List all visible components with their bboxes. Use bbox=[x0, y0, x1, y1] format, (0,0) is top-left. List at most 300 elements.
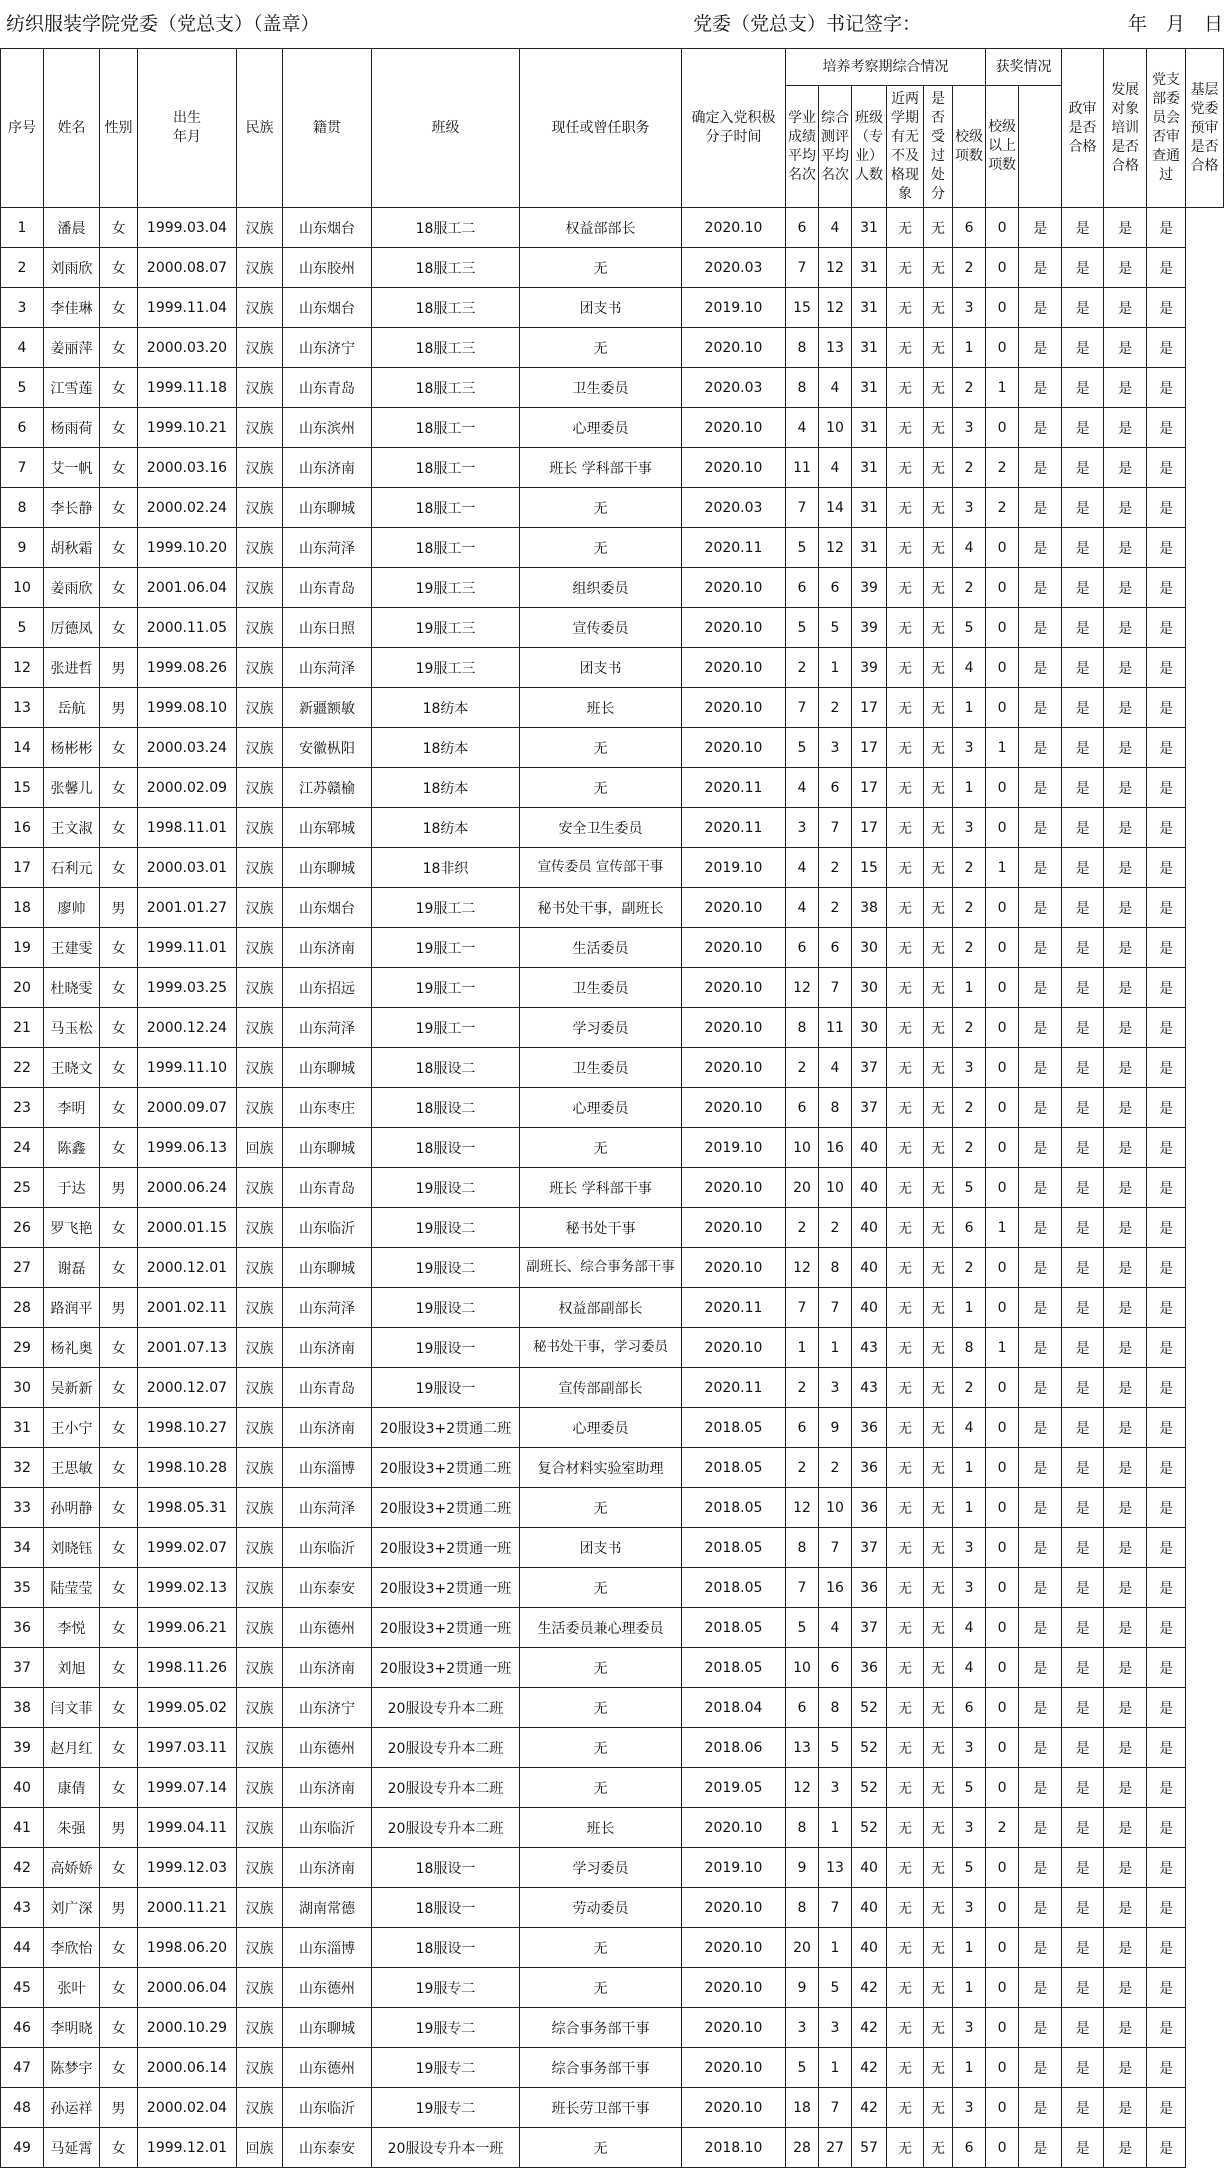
cell-school: 3 bbox=[953, 2088, 986, 2128]
cell-p1: 是 bbox=[1019, 1928, 1062, 1968]
cell-ethnicity: 汉族 bbox=[237, 1768, 283, 1808]
cell-p2: 是 bbox=[1062, 1568, 1104, 1608]
cell-eval: 6 bbox=[819, 928, 852, 968]
cell-punish: 无 bbox=[924, 1528, 953, 1568]
cell-school: 2 bbox=[953, 1008, 986, 1048]
cell-p3: 是 bbox=[1104, 368, 1147, 408]
cell-origin: 江苏赣榆 bbox=[283, 768, 372, 808]
cell-position: 无 bbox=[520, 1928, 682, 1968]
cell-birth: 2000.12.24 bbox=[138, 1008, 237, 1048]
cell-class: 18非织 bbox=[372, 848, 520, 888]
cell-ethnicity: 汉族 bbox=[237, 448, 283, 488]
cell-seq: 43 bbox=[1, 1888, 44, 1928]
cell-punish: 无 bbox=[924, 1328, 953, 1368]
cell-class: 19服设二 bbox=[372, 1288, 520, 1328]
cell-school: 5 bbox=[953, 608, 986, 648]
cell-name: 张进哲 bbox=[44, 648, 100, 688]
cell-eval: 3 bbox=[819, 1768, 852, 1808]
cell-above: 2 bbox=[986, 488, 1019, 528]
cell-eval: 2 bbox=[819, 1208, 852, 1248]
cell-origin: 山东聊城 bbox=[283, 1128, 372, 1168]
cell-p2: 是 bbox=[1062, 608, 1104, 648]
cell-date: 2020.10 bbox=[682, 1928, 786, 1968]
cell-p3: 是 bbox=[1104, 1568, 1147, 1608]
cell-p4: 是 bbox=[1147, 408, 1186, 448]
cell-p4: 是 bbox=[1147, 1408, 1186, 1448]
cell-eval: 4 bbox=[819, 208, 852, 248]
cell-fail: 无 bbox=[887, 1968, 924, 2008]
cell-eval: 2 bbox=[819, 848, 852, 888]
cell-gender: 女 bbox=[100, 1368, 138, 1408]
cell-fail: 无 bbox=[887, 1248, 924, 1288]
cell-p1: 是 bbox=[1019, 1168, 1062, 1208]
cell-position: 组织委员 bbox=[520, 568, 682, 608]
cell-ethnicity: 汉族 bbox=[237, 1488, 283, 1528]
cell-punish: 无 bbox=[924, 768, 953, 808]
cell-school: 1 bbox=[953, 768, 986, 808]
cell-origin: 山东滨州 bbox=[283, 408, 372, 448]
cell-gpa: 8 bbox=[786, 1528, 819, 1568]
table-body bbox=[1, 208, 1224, 2168]
cell-fail: 无 bbox=[887, 2008, 924, 2048]
cell-p2: 是 bbox=[1062, 1088, 1104, 1128]
cell-gender: 女 bbox=[100, 1448, 138, 1488]
cell-fail: 无 bbox=[887, 528, 924, 568]
cell-p3: 是 bbox=[1104, 1408, 1147, 1448]
cell-gpa: 4 bbox=[786, 848, 819, 888]
cell-seq: 4 bbox=[1, 328, 44, 368]
cell-p4: 是 bbox=[1147, 1088, 1186, 1128]
cell-punish: 无 bbox=[924, 1648, 953, 1688]
cell-eval: 2 bbox=[819, 1448, 852, 1488]
cell-fail: 无 bbox=[887, 1368, 924, 1408]
cell-school: 8 bbox=[953, 1328, 986, 1368]
cell-position: 权益部副部长 bbox=[520, 1288, 682, 1328]
cell-gender: 女 bbox=[100, 1848, 138, 1888]
cell-class: 19服工二 bbox=[372, 888, 520, 928]
cell-gpa: 5 bbox=[786, 728, 819, 768]
cell-ethnicity: 汉族 bbox=[237, 2088, 283, 2128]
cell-gpa: 6 bbox=[786, 1088, 819, 1128]
cell-p2: 是 bbox=[1062, 248, 1104, 288]
cell-birth: 1999.07.14 bbox=[138, 1768, 237, 1808]
cell-gender: 男 bbox=[100, 1888, 138, 1928]
cell-school: 3 bbox=[953, 1048, 986, 1088]
cell-gender: 女 bbox=[100, 728, 138, 768]
cell-p3: 是 bbox=[1104, 488, 1147, 528]
cell-school: 3 bbox=[953, 728, 986, 768]
cell-p2: 是 bbox=[1062, 2128, 1104, 2168]
cell-gpa: 7 bbox=[786, 488, 819, 528]
cell-fail: 无 bbox=[887, 1488, 924, 1528]
cell-size: 31 bbox=[852, 488, 887, 528]
cell-gender: 女 bbox=[100, 928, 138, 968]
cell-birth: 1999.11.10 bbox=[138, 1048, 237, 1088]
cell-position: 无 bbox=[520, 248, 682, 288]
cell-eval: 1 bbox=[819, 1328, 852, 1368]
cell-name: 马玉松 bbox=[44, 1008, 100, 1048]
cell-punish: 无 bbox=[924, 928, 953, 968]
cell-class: 18服工三 bbox=[372, 288, 520, 328]
cell-above: 0 bbox=[986, 648, 1019, 688]
cell-origin: 山东菏泽 bbox=[283, 1488, 372, 1528]
table-header bbox=[1, 49, 1224, 208]
cell-name: 王思敏 bbox=[44, 1448, 100, 1488]
cell-position: 卫生委员 bbox=[520, 1048, 682, 1088]
cell-gender: 女 bbox=[100, 1088, 138, 1128]
cell-origin: 山东烟台 bbox=[283, 288, 372, 328]
cell-ethnicity: 回族 bbox=[237, 2128, 283, 2168]
cell-position: 无 bbox=[520, 1128, 682, 1168]
cell-seq: 9 bbox=[1, 528, 44, 568]
cell-above: 0 bbox=[986, 608, 1019, 648]
cell-punish: 无 bbox=[924, 1568, 953, 1608]
cell-date: 2019.10 bbox=[682, 848, 786, 888]
cell-birth: 1998.06.20 bbox=[138, 1928, 237, 1968]
cell-ethnicity: 汉族 bbox=[237, 1448, 283, 1488]
table-row bbox=[1, 288, 1224, 328]
cell-gpa: 8 bbox=[786, 1888, 819, 1928]
cell-origin: 山东济南 bbox=[283, 1768, 372, 1808]
col-eval-rank: 综合 测评 平均 名次 bbox=[819, 86, 852, 208]
cell-eval: 4 bbox=[819, 1048, 852, 1088]
cell-origin: 山东济南 bbox=[283, 448, 372, 488]
cell-punish: 无 bbox=[924, 2048, 953, 2088]
cell-size: 43 bbox=[852, 1328, 887, 1368]
col-class-size: 班级 （专 业） 人数 bbox=[852, 86, 887, 208]
table-row bbox=[1, 1728, 1224, 1768]
cell-gender: 女 bbox=[100, 768, 138, 808]
cell-size: 38 bbox=[852, 888, 887, 928]
cell-name: 马延霄 bbox=[44, 2128, 100, 2168]
table-row bbox=[1, 1688, 1224, 1728]
cell-p4: 是 bbox=[1147, 848, 1186, 888]
cell-school: 1 bbox=[953, 328, 986, 368]
cell-punish: 无 bbox=[924, 688, 953, 728]
cell-class: 20服设专升本二班 bbox=[372, 1808, 520, 1848]
cell-p4: 是 bbox=[1147, 1048, 1186, 1088]
table-row bbox=[1, 2128, 1224, 2168]
cell-birth: 1998.10.28 bbox=[138, 1448, 237, 1488]
cell-size: 39 bbox=[852, 568, 887, 608]
col-punish: 是 否 受 过 处 分 bbox=[924, 86, 953, 208]
cell-seq: 21 bbox=[1, 1008, 44, 1048]
cell-p3: 是 bbox=[1104, 2088, 1147, 2128]
document-header bbox=[0, 0, 1224, 48]
cell-gpa: 10 bbox=[786, 1648, 819, 1688]
cell-position: 班长劳卫部干事 bbox=[520, 2088, 682, 2128]
cell-fail: 无 bbox=[887, 288, 924, 328]
cell-date: 2019.10 bbox=[682, 288, 786, 328]
cell-punish: 无 bbox=[924, 1128, 953, 1168]
cell-p3: 是 bbox=[1104, 1768, 1147, 1808]
cell-school: 1 bbox=[953, 2048, 986, 2088]
cell-p3: 是 bbox=[1104, 1808, 1147, 1848]
cell-ethnicity: 汉族 bbox=[237, 1648, 283, 1688]
cell-ethnicity: 汉族 bbox=[237, 408, 283, 448]
cell-seq: 5 bbox=[1, 608, 44, 648]
cell-p4: 是 bbox=[1147, 928, 1186, 968]
cell-p4: 是 bbox=[1147, 1008, 1186, 1048]
cell-seq: 35 bbox=[1, 1568, 44, 1608]
cell-p1: 是 bbox=[1019, 1328, 1062, 1368]
cell-gender: 女 bbox=[100, 1248, 138, 1288]
cell-ethnicity: 汉族 bbox=[237, 1408, 283, 1448]
cell-p4: 是 bbox=[1147, 728, 1186, 768]
cell-position: 卫生委员 bbox=[520, 968, 682, 1008]
cell-p1: 是 bbox=[1019, 2128, 1062, 2168]
col-position: 现任或曾任职务 bbox=[520, 49, 682, 208]
cell-seq: 32 bbox=[1, 1448, 44, 1488]
cell-class: 20服设3+2贯通一班 bbox=[372, 1528, 520, 1568]
cell-position: 团支书 bbox=[520, 648, 682, 688]
cell-name: 刘雨欣 bbox=[44, 248, 100, 288]
cell-school: 2 bbox=[953, 1368, 986, 1408]
cell-gpa: 7 bbox=[786, 1568, 819, 1608]
cell-class: 20服设3+2贯通二班 bbox=[372, 1448, 520, 1488]
cell-fail: 无 bbox=[887, 208, 924, 248]
cell-ethnicity: 汉族 bbox=[237, 1608, 283, 1648]
cell-ethnicity: 汉族 bbox=[237, 1168, 283, 1208]
organization-seal-label: 纺织服装学院党委（党总支）（盖章） bbox=[6, 13, 320, 35]
cell-gpa: 20 bbox=[786, 1168, 819, 1208]
cell-eval: 13 bbox=[819, 1848, 852, 1888]
cell-seq: 30 bbox=[1, 1368, 44, 1408]
cell-above: 0 bbox=[986, 1128, 1019, 1168]
cell-p4: 是 bbox=[1147, 2088, 1186, 2128]
cell-size: 36 bbox=[852, 1408, 887, 1448]
cell-eval: 14 bbox=[819, 488, 852, 528]
cell-class: 19服专二 bbox=[372, 2008, 520, 2048]
cell-date: 2018.05 bbox=[682, 1488, 786, 1528]
cell-name: 谢磊 bbox=[44, 1248, 100, 1288]
cell-date: 2019.10 bbox=[682, 1848, 786, 1888]
cell-gender: 男 bbox=[100, 648, 138, 688]
cell-birth: 1999.10.20 bbox=[138, 528, 237, 568]
cell-position: 学习委员 bbox=[520, 1008, 682, 1048]
cell-position: 无 bbox=[520, 488, 682, 528]
cell-origin: 山东菏泽 bbox=[283, 1008, 372, 1048]
cell-ethnicity: 汉族 bbox=[237, 1368, 283, 1408]
cell-p1: 是 bbox=[1019, 1488, 1062, 1528]
cell-date: 2020.10 bbox=[682, 1208, 786, 1248]
cell-birth: 2001.06.04 bbox=[138, 568, 237, 608]
cell-gpa: 8 bbox=[786, 1808, 819, 1848]
cell-gpa: 6 bbox=[786, 1688, 819, 1728]
cell-name: 陈梦宇 bbox=[44, 2048, 100, 2088]
col-group-training: 培养考察期综合情况 bbox=[786, 49, 986, 86]
cell-p1: 是 bbox=[1019, 1728, 1062, 1768]
cell-p2: 是 bbox=[1062, 2008, 1104, 2048]
cell-size: 36 bbox=[852, 1448, 887, 1488]
cell-p1: 是 bbox=[1019, 448, 1062, 488]
cell-above: 0 bbox=[986, 688, 1019, 728]
cell-school: 1 bbox=[953, 1968, 986, 2008]
cell-p3: 是 bbox=[1104, 1168, 1147, 1208]
cell-gpa: 12 bbox=[786, 1248, 819, 1288]
cell-punish: 无 bbox=[924, 728, 953, 768]
cell-ethnicity: 汉族 bbox=[237, 368, 283, 408]
cell-school: 3 bbox=[953, 1808, 986, 1848]
cell-p2: 是 bbox=[1062, 1888, 1104, 1928]
cell-fail: 无 bbox=[887, 1608, 924, 1648]
cell-p4: 是 bbox=[1147, 528, 1186, 568]
cell-position: 班长 bbox=[520, 1808, 682, 1848]
cell-above: 0 bbox=[986, 1488, 1019, 1528]
cell-date: 2020.10 bbox=[682, 568, 786, 608]
cell-gender: 女 bbox=[100, 208, 138, 248]
cell-date: 2020.10 bbox=[682, 408, 786, 448]
table-row bbox=[1, 1168, 1224, 1208]
cell-above: 0 bbox=[986, 1088, 1019, 1128]
cell-seq: 7 bbox=[1, 448, 44, 488]
cell-class: 18纺本 bbox=[372, 728, 520, 768]
cell-birth: 2000.10.29 bbox=[138, 2008, 237, 2048]
cell-origin: 山东德州 bbox=[283, 2048, 372, 2088]
cell-above: 0 bbox=[986, 1408, 1019, 1448]
cell-gpa: 7 bbox=[786, 688, 819, 728]
cell-above: 0 bbox=[986, 1768, 1019, 1808]
cell-eval: 7 bbox=[819, 1888, 852, 1928]
cell-name: 康倩 bbox=[44, 1768, 100, 1808]
col-dev-training: 发展 对象 培训 是否 合格 bbox=[1104, 49, 1147, 208]
cell-position: 心理委员 bbox=[520, 1088, 682, 1128]
cell-size: 31 bbox=[852, 288, 887, 328]
cell-p4: 是 bbox=[1147, 448, 1186, 488]
cell-birth: 1999.08.10 bbox=[138, 688, 237, 728]
cell-above: 0 bbox=[986, 1608, 1019, 1648]
cell-punish: 无 bbox=[924, 1008, 953, 1048]
cell-ethnicity: 汉族 bbox=[237, 1888, 283, 1928]
cell-position: 生活委员兼心理委员 bbox=[520, 1608, 682, 1648]
cell-name: 李明 bbox=[44, 1088, 100, 1128]
cell-eval: 10 bbox=[819, 408, 852, 448]
cell-name: 闫文菲 bbox=[44, 1688, 100, 1728]
col-above-awards: 校级 以上 项数 bbox=[986, 86, 1019, 208]
cell-p4: 是 bbox=[1147, 328, 1186, 368]
cell-seq: 6 bbox=[1, 408, 44, 448]
cell-gpa: 6 bbox=[786, 568, 819, 608]
cell-name: 赵月红 bbox=[44, 1728, 100, 1768]
cell-gender: 女 bbox=[100, 1008, 138, 1048]
cell-size: 17 bbox=[852, 808, 887, 848]
cell-punish: 无 bbox=[924, 1088, 953, 1128]
cell-date: 2019.10 bbox=[682, 1128, 786, 1168]
cell-name: 张叶 bbox=[44, 1968, 100, 2008]
cell-punish: 无 bbox=[924, 528, 953, 568]
cell-origin: 山东泰安 bbox=[283, 1568, 372, 1608]
cell-birth: 2000.11.05 bbox=[138, 608, 237, 648]
cell-gpa: 6 bbox=[786, 928, 819, 968]
cell-name: 李悦 bbox=[44, 1608, 100, 1648]
cell-school: 2 bbox=[953, 368, 986, 408]
cell-p4: 是 bbox=[1147, 648, 1186, 688]
cell-gender: 女 bbox=[100, 1768, 138, 1808]
cell-p2: 是 bbox=[1062, 1408, 1104, 1448]
cell-birth: 1999.02.07 bbox=[138, 1528, 237, 1568]
cell-ethnicity: 汉族 bbox=[237, 2008, 283, 2048]
cell-p3: 是 bbox=[1104, 328, 1147, 368]
cell-gender: 女 bbox=[100, 288, 138, 328]
cell-ethnicity: 汉族 bbox=[237, 2048, 283, 2088]
cell-class: 19服工一 bbox=[372, 968, 520, 1008]
cell-class: 18纺本 bbox=[372, 688, 520, 728]
cell-origin: 山东济南 bbox=[283, 928, 372, 968]
cell-seq: 37 bbox=[1, 1648, 44, 1688]
cell-fail: 无 bbox=[887, 1048, 924, 1088]
cell-gender: 女 bbox=[100, 608, 138, 648]
cell-gpa: 12 bbox=[786, 1488, 819, 1528]
cell-position: 宣传部副部长 bbox=[520, 1368, 682, 1408]
table-row bbox=[1, 968, 1224, 1008]
cell-gender: 女 bbox=[100, 1608, 138, 1648]
cell-size: 17 bbox=[852, 768, 887, 808]
cell-p2: 是 bbox=[1062, 928, 1104, 968]
cell-p1: 是 bbox=[1019, 1848, 1062, 1888]
cell-gpa: 4 bbox=[786, 888, 819, 928]
cell-birth: 2000.03.16 bbox=[138, 448, 237, 488]
cell-size: 40 bbox=[852, 1288, 887, 1328]
cell-gpa: 8 bbox=[786, 368, 819, 408]
cell-ethnicity: 汉族 bbox=[237, 928, 283, 968]
cell-punish: 无 bbox=[924, 328, 953, 368]
cell-position: 综合事务部干事 bbox=[520, 2008, 682, 2048]
cell-class: 19服设二 bbox=[372, 1168, 520, 1208]
cell-p2: 是 bbox=[1062, 208, 1104, 248]
cell-eval: 2 bbox=[819, 688, 852, 728]
col-class: 班级 bbox=[372, 49, 520, 208]
table-row bbox=[1, 528, 1224, 568]
cell-name: 陆莹莹 bbox=[44, 1568, 100, 1608]
cell-seq: 5 bbox=[1, 368, 44, 408]
cell-date: 2018.10 bbox=[682, 2128, 786, 2168]
cell-name: 孙运祥 bbox=[44, 2088, 100, 2128]
cell-above: 0 bbox=[986, 1048, 1019, 1088]
col-birth: 出生 年月 bbox=[138, 49, 237, 208]
cell-school: 6 bbox=[953, 208, 986, 248]
cell-seq: 25 bbox=[1, 1168, 44, 1208]
cell-position: 权益部部长 bbox=[520, 208, 682, 248]
cell-fail: 无 bbox=[887, 1128, 924, 1168]
cell-gpa: 5 bbox=[786, 1608, 819, 1648]
cell-birth: 2000.03.20 bbox=[138, 328, 237, 368]
cell-above: 0 bbox=[986, 1568, 1019, 1608]
cell-eval: 10 bbox=[819, 1168, 852, 1208]
cell-above: 0 bbox=[986, 2048, 1019, 2088]
col-branch-review: 党支 部委 员会 否审 查通 过 bbox=[1147, 49, 1186, 208]
table-row bbox=[1, 1888, 1224, 1928]
cell-birth: 2000.02.24 bbox=[138, 488, 237, 528]
cell-above: 0 bbox=[986, 1848, 1019, 1888]
cell-p1: 是 bbox=[1019, 1408, 1062, 1448]
cell-p3: 是 bbox=[1104, 528, 1147, 568]
cell-punish: 无 bbox=[924, 2008, 953, 2048]
cell-fail: 无 bbox=[887, 1088, 924, 1128]
cell-above: 0 bbox=[986, 1248, 1019, 1288]
cell-position: 生活委员 bbox=[520, 928, 682, 968]
cell-position: 秘书处干事 bbox=[520, 1208, 682, 1248]
cell-punish: 无 bbox=[924, 208, 953, 248]
cell-p3: 是 bbox=[1104, 848, 1147, 888]
cell-p3: 是 bbox=[1104, 1008, 1147, 1048]
cell-p4: 是 bbox=[1147, 1128, 1186, 1168]
cell-position: 综合事务部干事 bbox=[520, 2048, 682, 2088]
cell-fail: 无 bbox=[887, 1208, 924, 1248]
cell-school: 3 bbox=[953, 1728, 986, 1768]
cell-birth: 1999.12.03 bbox=[138, 1848, 237, 1888]
cell-name: 刘广深 bbox=[44, 1888, 100, 1928]
cell-p2: 是 bbox=[1062, 1608, 1104, 1648]
